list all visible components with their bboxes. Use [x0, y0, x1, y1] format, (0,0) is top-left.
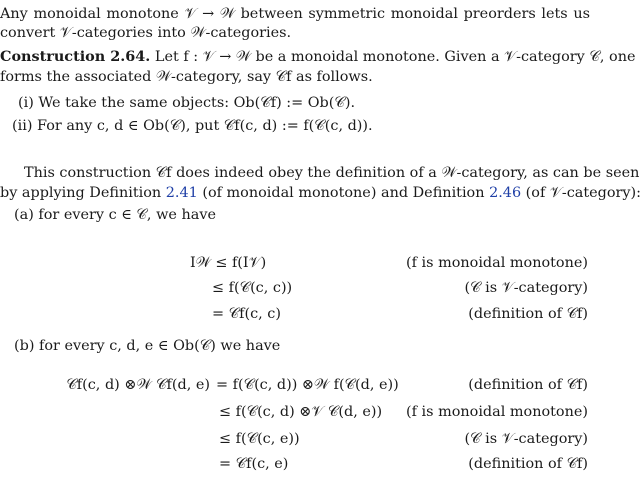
eqA-line-2: ≤ f(𝒞(c, c)) [212, 280, 293, 296]
construction-text: Let f : 𝒱 → 𝒲 be a monoidal monotone. Given a 𝒱-category 𝒞, one [150, 49, 636, 65]
intro-line-1: Any monoidal monotone 𝒱 → 𝒲 between symmetric monoidal preorders lets us [0, 6, 590, 22]
case-b: (b) for every c, d, e ∈ Ob(𝒞) we have [14, 338, 281, 354]
eqB-note-1: (definition of 𝒞f) [468, 377, 588, 393]
eqB-note-3: (𝒞 is 𝒱-category) [464, 431, 588, 447]
eqB-rhs-1: = f(𝒞(c, d)) ⊗𝒲 f(𝒞(d, e)) [216, 377, 399, 393]
eqB-lhs-1: 𝒞f(c, d) ⊗𝒲 𝒞f(d, e) [66, 377, 210, 393]
construction-item-ii: (ii) For any c, d ∈ Ob(𝒞), put 𝒞f(c, d) := f(𝒞(c, d)). [12, 118, 373, 134]
para-line-1: This construction 𝒞f does indeed obey the definition of a 𝒲-category, as can be seen [24, 165, 640, 181]
construction-label: Construction 2.64. [0, 48, 151, 65]
para-line-2 [0, 184, 641, 202]
construction-line-1 [0, 48, 636, 66]
eqB-note-2: (f is monoidal monotone) [406, 404, 588, 420]
eqB-rhs-2: ≤ f(𝒞(c, d) ⊗𝒱 𝒞(d, e)) [219, 404, 383, 420]
ref-2-46-link[interactable]: 2.46 [489, 185, 522, 201]
eqA-note-1: (f is monoidal monotone) [406, 255, 588, 271]
case-a: (a) for every c ∈ 𝒞, we have [14, 207, 216, 223]
eqA-line-1: I𝒲 ≤ f(I𝒱) [190, 255, 267, 271]
para-text-a: by applying Definition [0, 185, 166, 201]
eqB-rhs-4: = 𝒞f(c, e) [219, 456, 289, 472]
para-text-b: (of monoidal monotone) and Definition [197, 185, 490, 201]
ref-2-41-link[interactable]: 2.41 [165, 185, 198, 201]
eqA-line-3: = 𝒞f(c, c) [212, 306, 281, 322]
para-text-c: (of 𝒱-category): [521, 185, 641, 201]
construction-line-2: forms the associated 𝒲-category, say 𝒞f as follows. [0, 69, 373, 85]
intro-line-2: convert 𝒱-categories into 𝒲-categories. [0, 25, 292, 41]
construction-item-i: (i) We take the same objects: Ob(𝒞f) := Ob(𝒞). [18, 95, 356, 111]
eqA-note-3: (definition of 𝒞f) [468, 306, 588, 322]
eqA-note-2: (𝒞 is 𝒱-category) [464, 280, 588, 296]
eqB-rhs-3: ≤ f(𝒞(c, e)) [219, 431, 300, 447]
eqB-note-4: (definition of 𝒞f) [468, 456, 588, 472]
